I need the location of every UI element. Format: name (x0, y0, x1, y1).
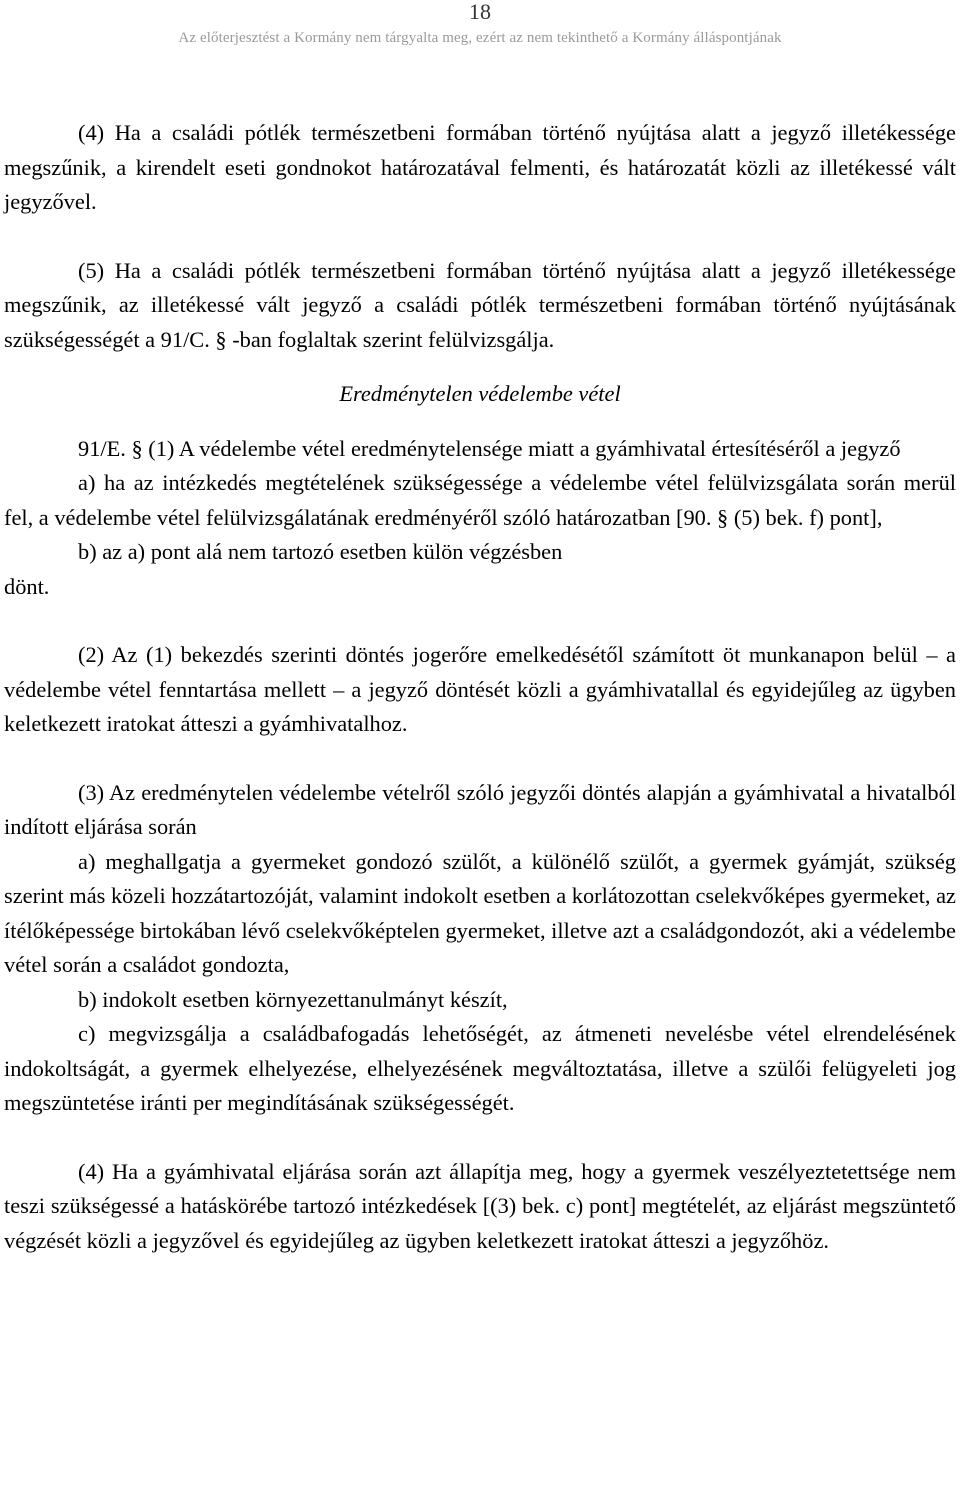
section-91e-paragraph-4: (4) Ha a gyámhivatal eljárása során azt állapítja meg, hogy a gyermek veszélyeztetettsége nem teszi szükségessé a hatáskörébe tartozó intézkedések [(3) bek. c) pont] megtételét, az eljárást megszüntető végzését közli a jegyzővel és egyidejűleg az ügyben keletkezett iratokat átteszi a jegyzőhöz. (4, 1158, 956, 1253)
section-91e-paragraph-1-intro: 91/E. § (1) A védelembe vétel eredménytelensége miatt a gyámhivatal értesítéséről a jegyző (78, 435, 901, 461)
section-91e-paragraph-1-point-a: a) ha az intézkedés megtételének szükségessége a védelembe vétel felülvizsgálata során merül fel, a védelembe vétel felülvizsgálatának eredményéről szóló határozatban [90. § (5) bek. f) pont], (4, 470, 956, 530)
paragraph-5: (5) Ha a családi pótlék természetbeni formában történő nyújtása alatt a jegyző illetékessége megszűnik, az illetékessé vált jegyző a családi pótlék természetbeni formában történő nyújtásának szükségességét a 91/C. § -ban foglaltak szerint felülvizsgálja. (4, 257, 956, 352)
section-91e-paragraph-3-intro: (3) Az eredménytelen védelembe vételről szóló jegyzői döntés alapján a gyámhivatal a hivatalból indított eljárása során (4, 779, 956, 839)
section-91e-paragraph-1-point-b: b) az a) pont alá nem tartozó esetben külön végzésben (78, 539, 563, 564)
document-body (4, 116, 956, 1258)
header-disclaimer: Az előterjesztést a Kormány nem tárgyalta meg, ezért az nem tekinthető a Kormány álláspontjának (178, 30, 782, 46)
section-91e-paragraph-3-point-c: c) megvizsgálja a családbafogadás lehetőségét, az átmeneti nevelésbe vétel elrendelésének indokoltságát, a gyermek elhelyezése, elhelyezésének megváltoztatása, illetve a szülői felügyeleti jog megszüntetése iránti per megindításának szükségességét. (4, 1021, 956, 1115)
paragraph-4: (4) Ha a családi pótlék természetbeni formában történő nyújtása alatt a jegyző illetékessége megszűnik, a kirendelt eseti gondnokot határozatával felmenti, és határozatát közli az illetékessé vált jegyzővel. (4, 120, 956, 214)
section-91e-paragraph-3-point-a: a) meghallgatja a gyermeket gondozó szülőt, a különélő szülőt, a gyermek gyámját, szükség szerint más közeli hozzátartozóját, valamint indokolt esetben a korlátozottan cselekvőképes gyermeket, az ítélőképessége birtokában lévő cselekvőképtelen gyermeket, illetve azt a családgondozót, aki a védelembe vétel során a családot gondozta, (4, 848, 956, 977)
section-91e-paragraph-3-point-b: b) indokolt esetben környezettanulmányt készít, (78, 986, 508, 1012)
section-91e-paragraph-1-end: dönt. (4, 573, 50, 599)
section-heading: Eredménytelen védelembe vétel (339, 381, 621, 406)
section-91e-paragraph-2: (2) Az (1) bekezdés szerinti döntés jogerőre emelkedésétől számított öt munkanapon belül – a védelembe vétel fenntartása mellett – a jegyző döntését közli a gyámhivatallal és egyidejűleg az ügyben keletkezett iratokat átteszi a gyámhivatalhoz. (4, 642, 956, 736)
page-number: 18 (469, 0, 491, 24)
